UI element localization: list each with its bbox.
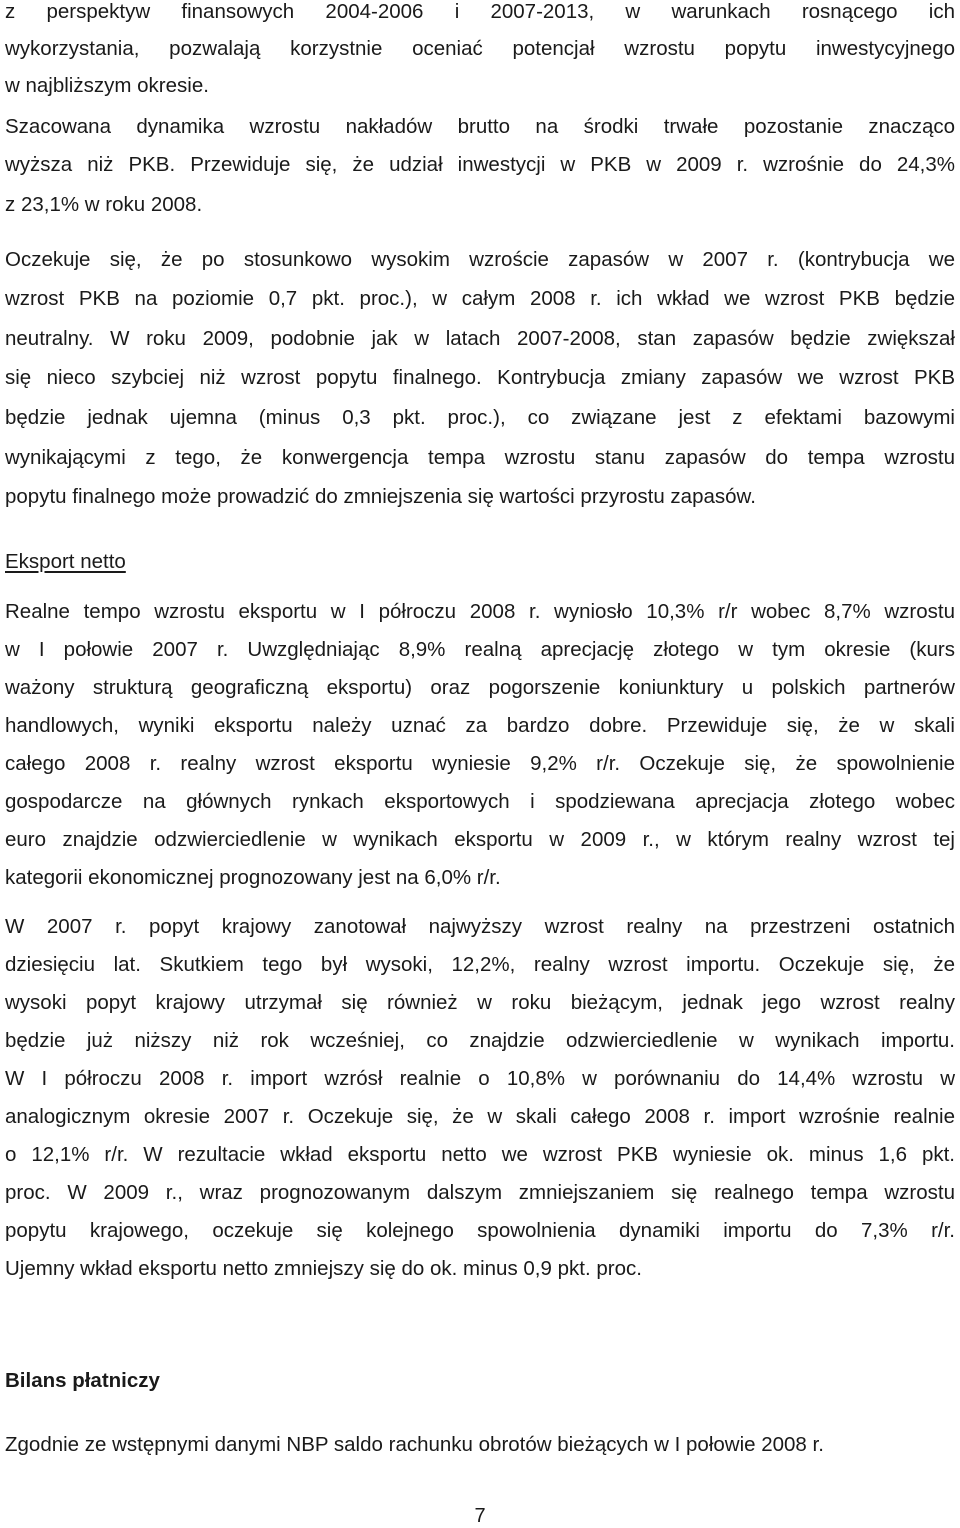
section-heading-eksport-netto: Eksport netto [5, 550, 126, 573]
text-line: Zgodnie ze wstępnymi danymi NBP saldo rachunku obrotów bieżących w I połowie 2008 r. [5, 1433, 824, 1456]
section-heading-bilans-platniczy: Bilans płatniczy [5, 1369, 160, 1392]
text-line: o 12,1% r/r. W rezultacie wkład eksportu netto we wzrost PKB wyniesie ok. minus 1,6 pkt. [5, 1143, 955, 1166]
text-line: z perspektyw finansowych 2004-2006 i 2007-2013, w warunkach rosnącego ich [5, 0, 955, 23]
text-line: będzie już niższy niż rok wcześniej, co znajdzie odzwierciedlenie w wynikach importu. [5, 1029, 955, 1052]
text-line: całego 2008 r. realny wzrost eksportu wyniesie 9,2% r/r. Oczekuje się, że spowolnienie [5, 752, 955, 775]
text-line: dziesięciu lat. Skutkiem tego był wysoki, 12,2%, realny wzrost importu. Oczekuje się, że [5, 953, 955, 976]
text-line: wyższa niż PKB. Przewiduje się, że udział inwestycji w PKB w 2009 r. wzrośnie do 24,3% [5, 153, 955, 176]
text-line: kategorii ekonomicznej prognozowany jest na 6,0% r/r. [5, 866, 501, 889]
text-line: Szacowana dynamika wzrostu nakładów brutto na środki trwałe pozostanie znacząco [5, 115, 955, 138]
text-line: proc. W 2009 r., wraz prognozowanym dalszym zmniejszaniem się realnego tempa wzrostu [5, 1181, 955, 1204]
text-line: Ujemny wkład eksportu netto zmniejszy się do ok. minus 0,9 pkt. proc. [5, 1257, 642, 1280]
text-line: będzie jednak ujemna (minus 0,3 pkt. proc.), co związane jest z efektami bazowymi [5, 406, 955, 429]
text-line: z 23,1% w roku 2008. [5, 193, 203, 216]
text-line: euro znajdzie odzwierciedlenie w wynikach eksportu w 2009 r., w którym realny wzrost tej [5, 828, 955, 851]
text-line: popytu krajowego, oczekuje się kolejnego spowolnienia dynamiki importu do 7,3% r/r. [5, 1219, 955, 1242]
text-line: W 2007 r. popyt krajowy zanotował najwyższy wzrost realny na przestrzeni ostatnich [5, 915, 955, 938]
text-line: wzrost PKB na poziomie 0,7 pkt. proc.), w całym 2008 r. ich wkład we wzrost PKB będzie [5, 287, 955, 310]
page-number: 7 [474, 1505, 486, 1527]
text-line: ważony strukturą geograficzną eksportu) oraz pogorszenie koniunktury u polskich partnerów [5, 676, 955, 699]
text-line: wykorzystania, pozwalają korzystnie oceniać potencjał wzrostu popytu inwestycyjnego [5, 37, 955, 60]
text-line: Realne tempo wzrostu eksportu w I półroczu 2008 r. wyniosło 10,3% r/r wobec 8,7% wzrostu [5, 600, 955, 623]
text-line: neutralny. W roku 2009, podobnie jak w latach 2007-2008, stan zapasów będzie zwiększał [5, 327, 955, 350]
text-line: w najbliższym okresie. [5, 74, 209, 97]
text-line: wysoki popyt krajowy utrzymał się również w roku bieżącym, jednak jego wzrost realny [5, 991, 955, 1014]
text-line: W I półroczu 2008 r. import wzrósł realnie o 10,8% w porównaniu do 14,4% wzrostu w [5, 1067, 955, 1090]
text-line: w I połowie 2007 r. Uwzględniając 8,9% realną aprecjację złotego w tym okresie (kurs [5, 638, 955, 661]
text-line: analogicznym okresie 2007 r. Oczekuje się, że w skali całego 2008 r. import wzrośnie realnie [5, 1105, 955, 1128]
text-line: gospodarcze na głównych rynkach eksportowych i spodziewana aprecjacja złotego wobec [5, 790, 955, 813]
text-line: się nieco szybciej niż wzrost popytu finalnego. Kontrybucja zmiany zapasów we wzrost PKB [5, 366, 955, 389]
text-line: handlowych, wyniki eksportu należy uznać za bardzo dobre. Przewiduje się, że w skali [5, 714, 955, 737]
text-line: wynikającymi z tego, że konwergencja tempa wzrostu stanu zapasów do tempa wzrostu [5, 446, 955, 469]
text-line: popytu finalnego może prowadzić do zmniejszenia się wartości przyrostu zapasów. [5, 485, 756, 508]
text-line: Oczekuje się, że po stosunkowo wysokim wzroście zapasów w 2007 r. (kontrybucja we [5, 248, 955, 271]
